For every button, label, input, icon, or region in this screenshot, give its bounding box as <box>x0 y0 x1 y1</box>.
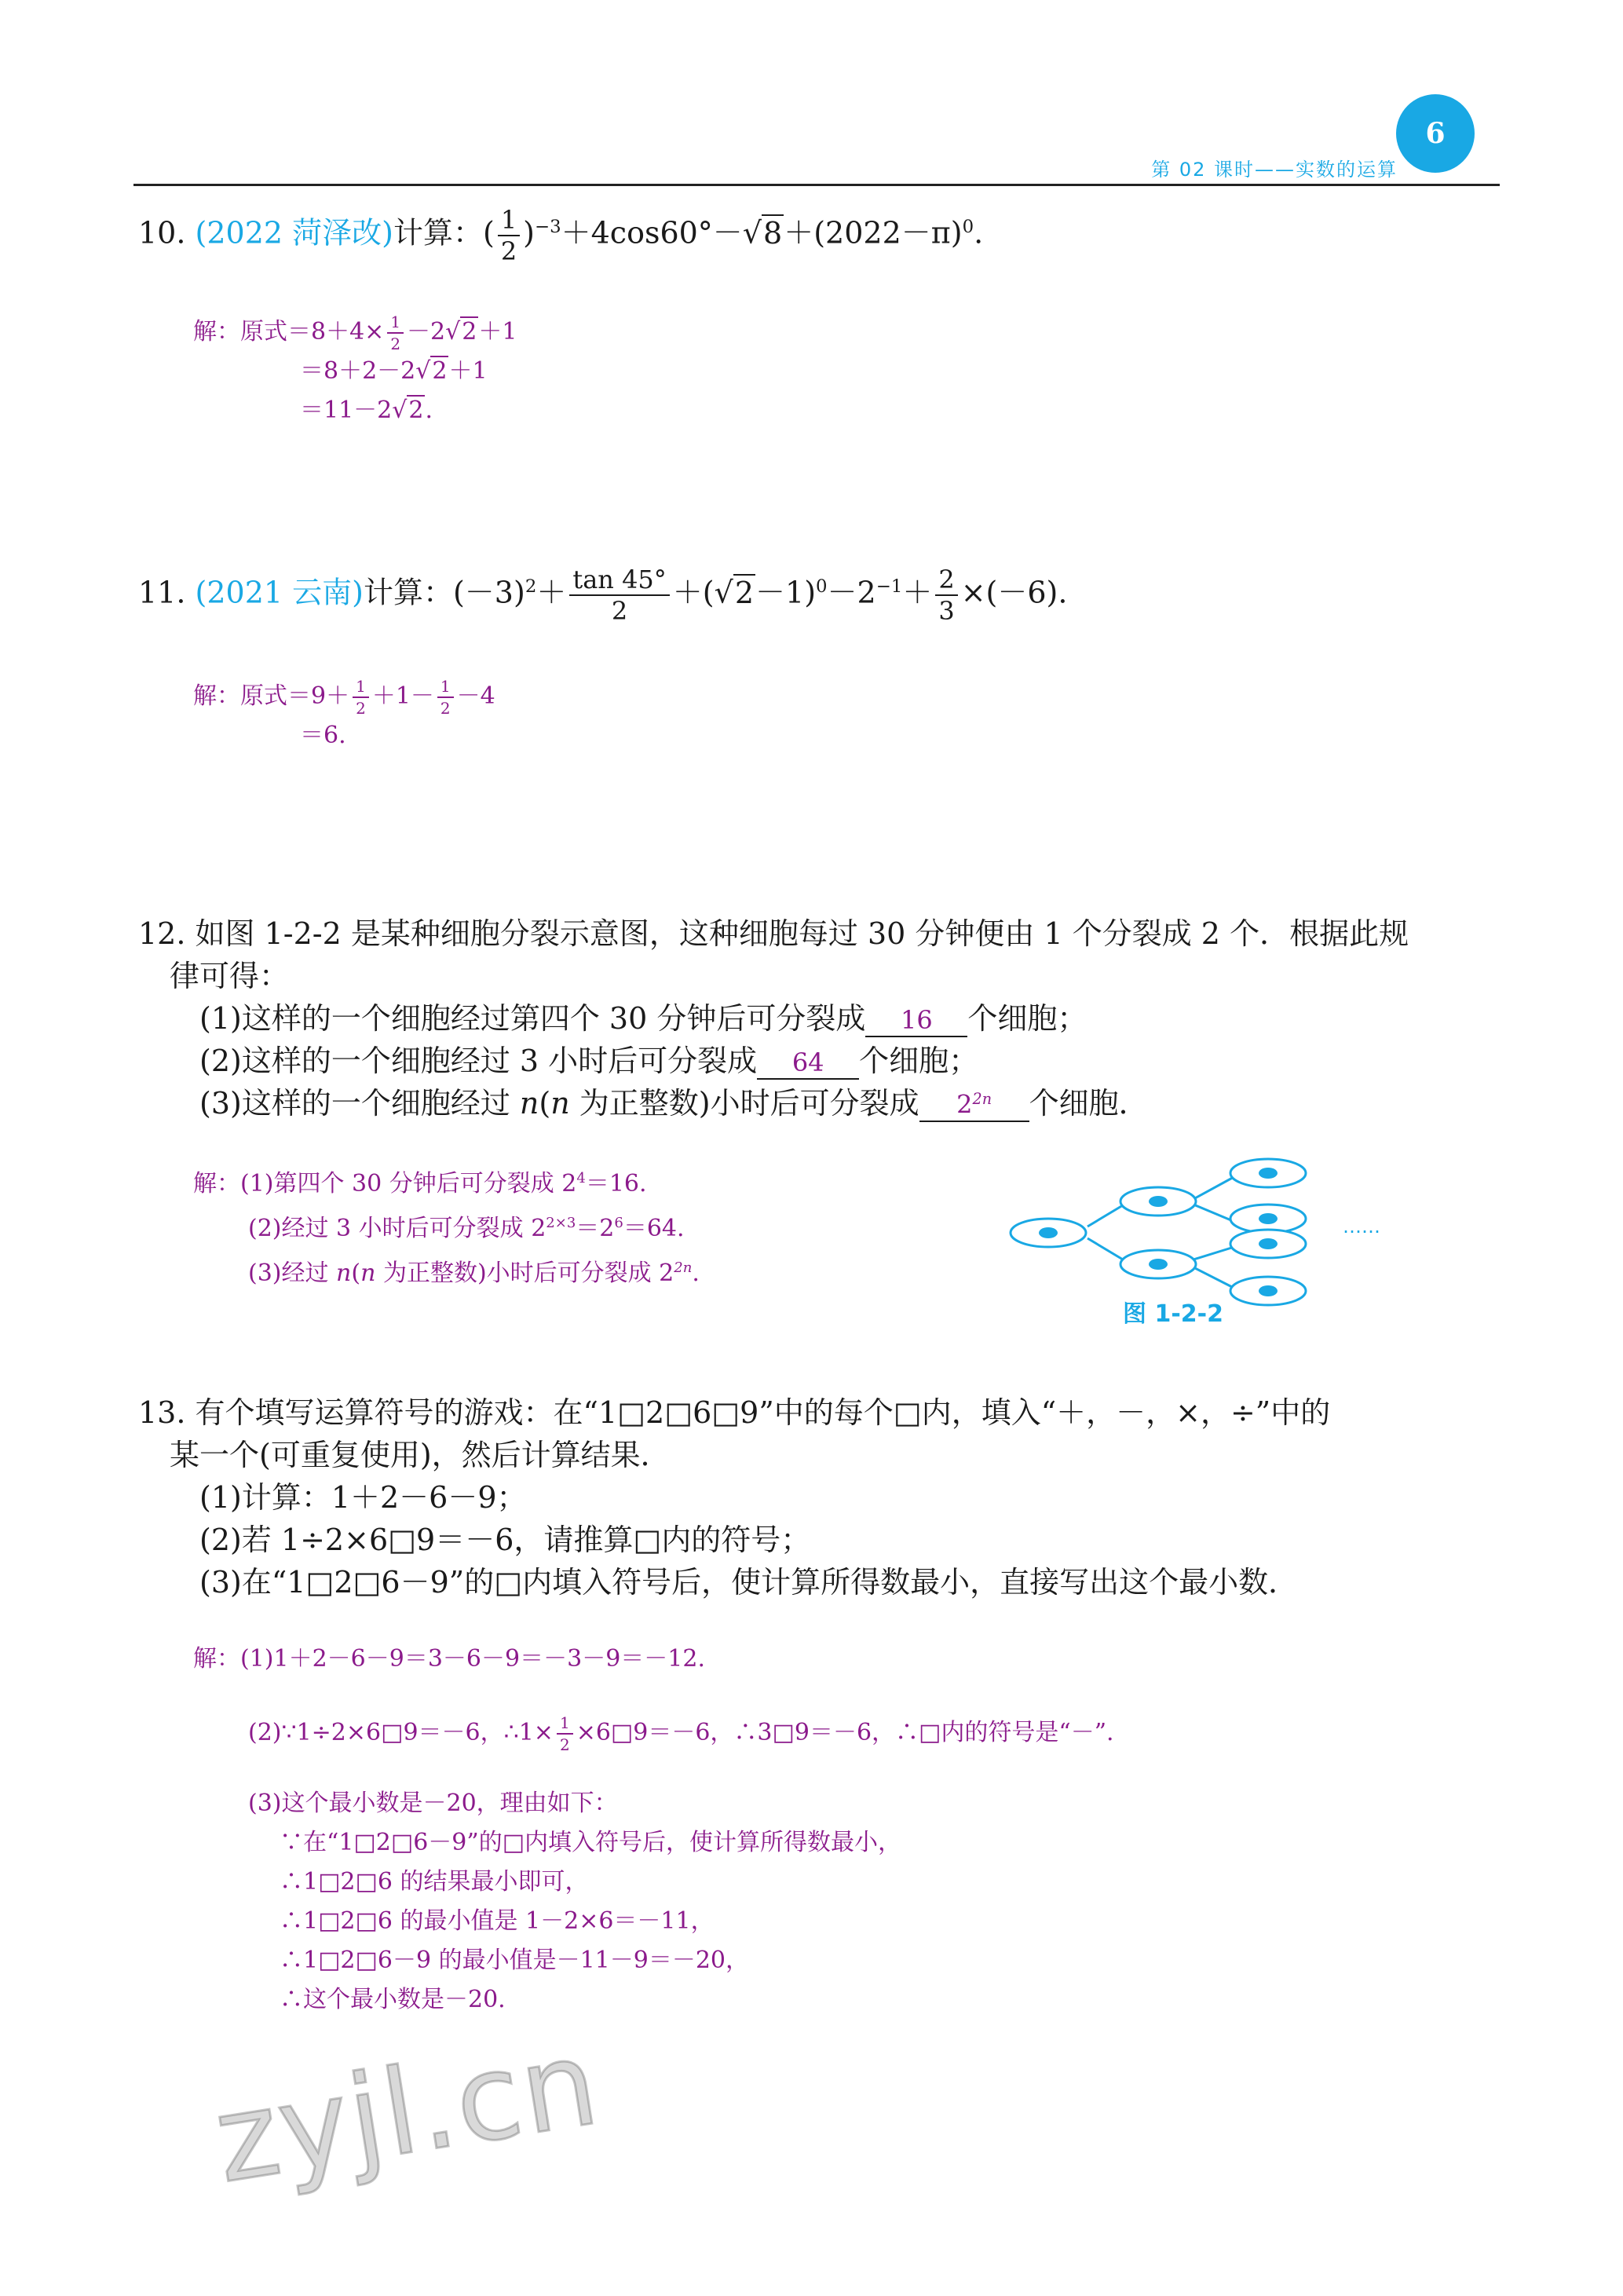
expr-part: ＋(2022－π) <box>784 215 963 250</box>
fraction <box>353 678 369 716</box>
solution-text: ＋1－ <box>371 682 434 710</box>
exponent: 0 <box>816 576 828 597</box>
fraction <box>557 1715 573 1753</box>
solution-line: ＝8＋2－2√2＋1 <box>300 357 488 385</box>
question-10: 10. (2022 菏泽改)计算：( $\frac{1}{2}$ )$^{-3}+4\cos 60^\circ-√8+(2022-\pi)^0$. <box>138 205 984 267</box>
solution-line: 解：原式＝8＋4× $\frac{1}{2}$ －2√2＋1 <box>193 313 517 353</box>
cell-nucleus <box>1259 1285 1278 1296</box>
solution-text: . <box>692 1260 700 1287</box>
question-prompt: 计算： <box>363 575 453 610</box>
solution-text: (2)∵1÷2×6□9＝－6，∴1× <box>248 1719 554 1746</box>
question-prompt: 计算： <box>393 215 483 250</box>
page-number-badge <box>1396 94 1475 173</box>
solution-line <box>193 677 495 716</box>
fraction-denominator: 2 <box>611 596 628 627</box>
fraction-denominator: 2 <box>356 699 366 718</box>
answer-exponent: 2n <box>972 1090 992 1109</box>
question-number: 11. <box>138 575 186 610</box>
question-text: 个细胞． <box>1029 1086 1149 1121</box>
site-watermark: zyjl.cn <box>206 2014 609 2210</box>
figure-caption: 图 1-2-2 <box>1123 1300 1223 1328</box>
solution-10 <box>193 313 517 430</box>
header-divider <box>133 184 1500 186</box>
question-11: 11. (2021 云南)计算：$(-3)^2+$ $\frac{\tan 45^\circ}{2}$ $+(√2-1)^0-2^{-1}+$ $\frac{2}{3}$ ×(－6). <box>138 565 1068 627</box>
exponent: −3 <box>535 217 561 237</box>
question-part-1: (1)计算：1＋2－6－9； <box>199 1480 527 1515</box>
sqrt-argument: 2 <box>432 357 448 385</box>
exponent: 2 <box>525 576 537 597</box>
expr-part: ( <box>482 215 495 250</box>
question-text: (3)这样的一个细胞经过 <box>199 1086 520 1121</box>
expr-part: . <box>974 215 984 250</box>
fraction <box>569 565 669 627</box>
question-text: (1)这样的一个细胞经过第四个 30 分钟后可分裂成 <box>199 1001 866 1036</box>
question-stem: 律可得： <box>170 959 290 993</box>
solution-text: ＝11－2 <box>300 397 393 424</box>
solution-text: 解：原式＝8＋4× <box>193 318 385 345</box>
solution-text: 解：原式＝9＋ <box>193 682 350 710</box>
exponent: −1 <box>875 576 903 597</box>
solution-line: ∴1□2□6 的结果最小即可， <box>280 1868 589 1896</box>
cell-nucleus <box>1149 1196 1168 1207</box>
fraction-denominator: 2 <box>390 335 401 353</box>
solution-text: ×6□9＝－6，∴3□9＝－6，∴□内的符号是“－”. <box>576 1719 1114 1746</box>
solution-11 <box>193 677 495 755</box>
cell-nucleus <box>1039 1227 1058 1238</box>
variable: n <box>336 1260 352 1287</box>
expr-part: (－3) <box>452 575 525 610</box>
question-part-2 <box>138 1040 1504 1082</box>
cell-nucleus <box>1259 1168 1278 1179</box>
solution-line <box>193 1159 700 1204</box>
answer-blank: 64 <box>757 1047 859 1080</box>
fraction-numerator: 1 <box>557 1715 573 1735</box>
solution-text: . <box>425 397 433 424</box>
question-stem: 某一个(可重复使用)，然后计算结果． <box>170 1438 671 1472</box>
solution-13 <box>193 1640 1114 2020</box>
question-text: ( <box>539 1086 551 1121</box>
solution-text: －2 <box>407 318 446 345</box>
division-line <box>1087 1238 1127 1262</box>
question-part-3 <box>138 1082 1504 1124</box>
question-13 <box>138 1391 1504 1603</box>
question-source: (2022 菏泽改) <box>195 215 393 250</box>
solution-line: ∵在“1□2□6－9”的□内填入符号后，使计算所得数最小， <box>280 1829 902 1856</box>
exponent: 4 <box>576 1170 586 1186</box>
solution-line <box>193 1249 700 1293</box>
solution-text: ＝8＋2－2 <box>300 357 416 385</box>
question-text: 个细胞； <box>967 1001 1087 1036</box>
answer-blank: 16 <box>865 1004 967 1037</box>
solution-text: ＋1 <box>478 318 517 345</box>
answer-blank <box>919 1084 1029 1122</box>
division-line <box>1193 1267 1237 1289</box>
sqrt-argument: 2 <box>734 575 755 610</box>
sqrt-argument: 8 <box>763 215 783 250</box>
solution-text: (2)经过 3 小时后可分裂成 2 <box>248 1215 546 1242</box>
cell-nucleus <box>1149 1259 1168 1270</box>
solution-line <box>193 1713 1114 1753</box>
exponent: 0 <box>962 217 974 237</box>
solution-12 <box>193 1159 700 1293</box>
solution-text: ＝16. <box>585 1170 647 1197</box>
fraction-denominator: 3 <box>938 596 955 627</box>
sqrt-argument: 2 <box>408 397 424 424</box>
question-source: (2021 云南) <box>195 575 364 610</box>
solution-text: 为正整数)小时后可分裂成 2 <box>375 1260 674 1287</box>
division-line <box>1087 1203 1127 1227</box>
expr-part: ＋ <box>536 575 567 610</box>
question-12 <box>138 912 1504 1124</box>
fraction-numerator: 1 <box>437 678 454 698</box>
expr-part: ＋( <box>672 575 715 610</box>
variable: n <box>550 1086 570 1121</box>
question-text: (2)这样的一个细胞经过 3 小时后可分裂成 <box>199 1044 758 1078</box>
solution-line: 解：(1)1＋2－6－9＝3－6－9＝－3－9＝－12. <box>193 1645 705 1673</box>
exponent: 6 <box>614 1215 623 1231</box>
solution-line: ∴这个最小数是－20. <box>280 1986 506 2013</box>
solution-line: ∴1□2□6 的最小值是 1－2×6＝－11， <box>280 1907 715 1935</box>
fraction <box>437 678 454 716</box>
exponent: 2n <box>674 1260 693 1276</box>
division-line <box>1193 1175 1237 1199</box>
fraction <box>935 565 957 627</box>
fraction-numerator: 1 <box>498 207 520 236</box>
variable: n <box>360 1260 376 1287</box>
figure-ellipsis: …… <box>1343 1216 1380 1238</box>
solution-text: 解：(1)第四个 30 分钟后可分裂成 2 <box>193 1170 577 1197</box>
solution-line: ＝11－2√2. <box>300 397 433 424</box>
chapter-header-title: 第 02 课时——实数的运算 <box>1151 159 1398 181</box>
sqrt-argument: 2 <box>462 318 477 345</box>
expr-part: ×(－6). <box>960 575 1068 610</box>
solution-line: ＝6. <box>300 722 346 749</box>
fraction-numerator: 2 <box>935 567 957 596</box>
fraction-denominator: 2 <box>559 1735 570 1754</box>
exponent: 2×3 <box>546 1215 576 1231</box>
fraction <box>387 314 404 352</box>
solution-text: ＋1 <box>448 357 488 385</box>
fraction-numerator: 1 <box>353 678 369 698</box>
fraction-numerator: tan 45° <box>569 567 669 596</box>
fraction <box>498 205 520 267</box>
question-part-1 <box>138 997 1504 1040</box>
answer-base: 2 <box>956 1090 973 1120</box>
division-line <box>1193 1246 1237 1260</box>
question-stem: 13. 有个填写运算符号的游戏：在“1□2□6□9”中的每个□内，填入“＋，－，×，÷”中的 <box>138 1395 1331 1430</box>
expr-part: ) <box>523 215 535 250</box>
question-stem: 12. 如图 1-2-2 是某种细胞分裂示意图，这种细胞每过 30 分钟便由 1 个分裂成 2 个．根据此规 <box>138 916 1409 951</box>
question-number: 10. <box>138 215 186 250</box>
cell-nucleus <box>1259 1238 1278 1249</box>
fraction-denominator: 2 <box>500 236 517 267</box>
question-text: 个细胞； <box>859 1044 979 1078</box>
fraction-numerator: 1 <box>387 314 404 334</box>
fraction-denominator: 2 <box>440 699 451 718</box>
question-part-3: (3)在“1□2□6－9”的□内填入符号后，使计算所得数最小，直接写出这个最小数． <box>199 1565 1299 1600</box>
question-part-2: (2)若 1÷2×6□9＝－6，请推算□内的符号； <box>199 1523 811 1557</box>
solution-text: ( <box>351 1260 361 1287</box>
expr-part: ＋ <box>902 575 933 610</box>
solution-text: －4 <box>456 682 495 710</box>
solution-line <box>193 1204 700 1249</box>
solution-line: ∴1□2□6－9 的最小值是－11－9＝－20， <box>280 1947 750 1974</box>
solution-text: ＝2 <box>576 1215 615 1242</box>
solution-line: (3)这个最小数是－20，理由如下： <box>248 1790 618 1817</box>
solution-text: ＝64. <box>623 1215 685 1242</box>
expr-part: －2 <box>827 575 876 610</box>
cell-nucleus <box>1259 1213 1278 1224</box>
solution-text: (3)经过 <box>248 1260 337 1287</box>
expr-part: －1) <box>755 575 817 610</box>
variable: n <box>519 1086 539 1121</box>
expr-part: ＋4cos60°－ <box>561 215 743 250</box>
question-text: 为正整数)小时后可分裂成 <box>569 1086 919 1121</box>
page-number: 6 <box>1425 117 1446 150</box>
